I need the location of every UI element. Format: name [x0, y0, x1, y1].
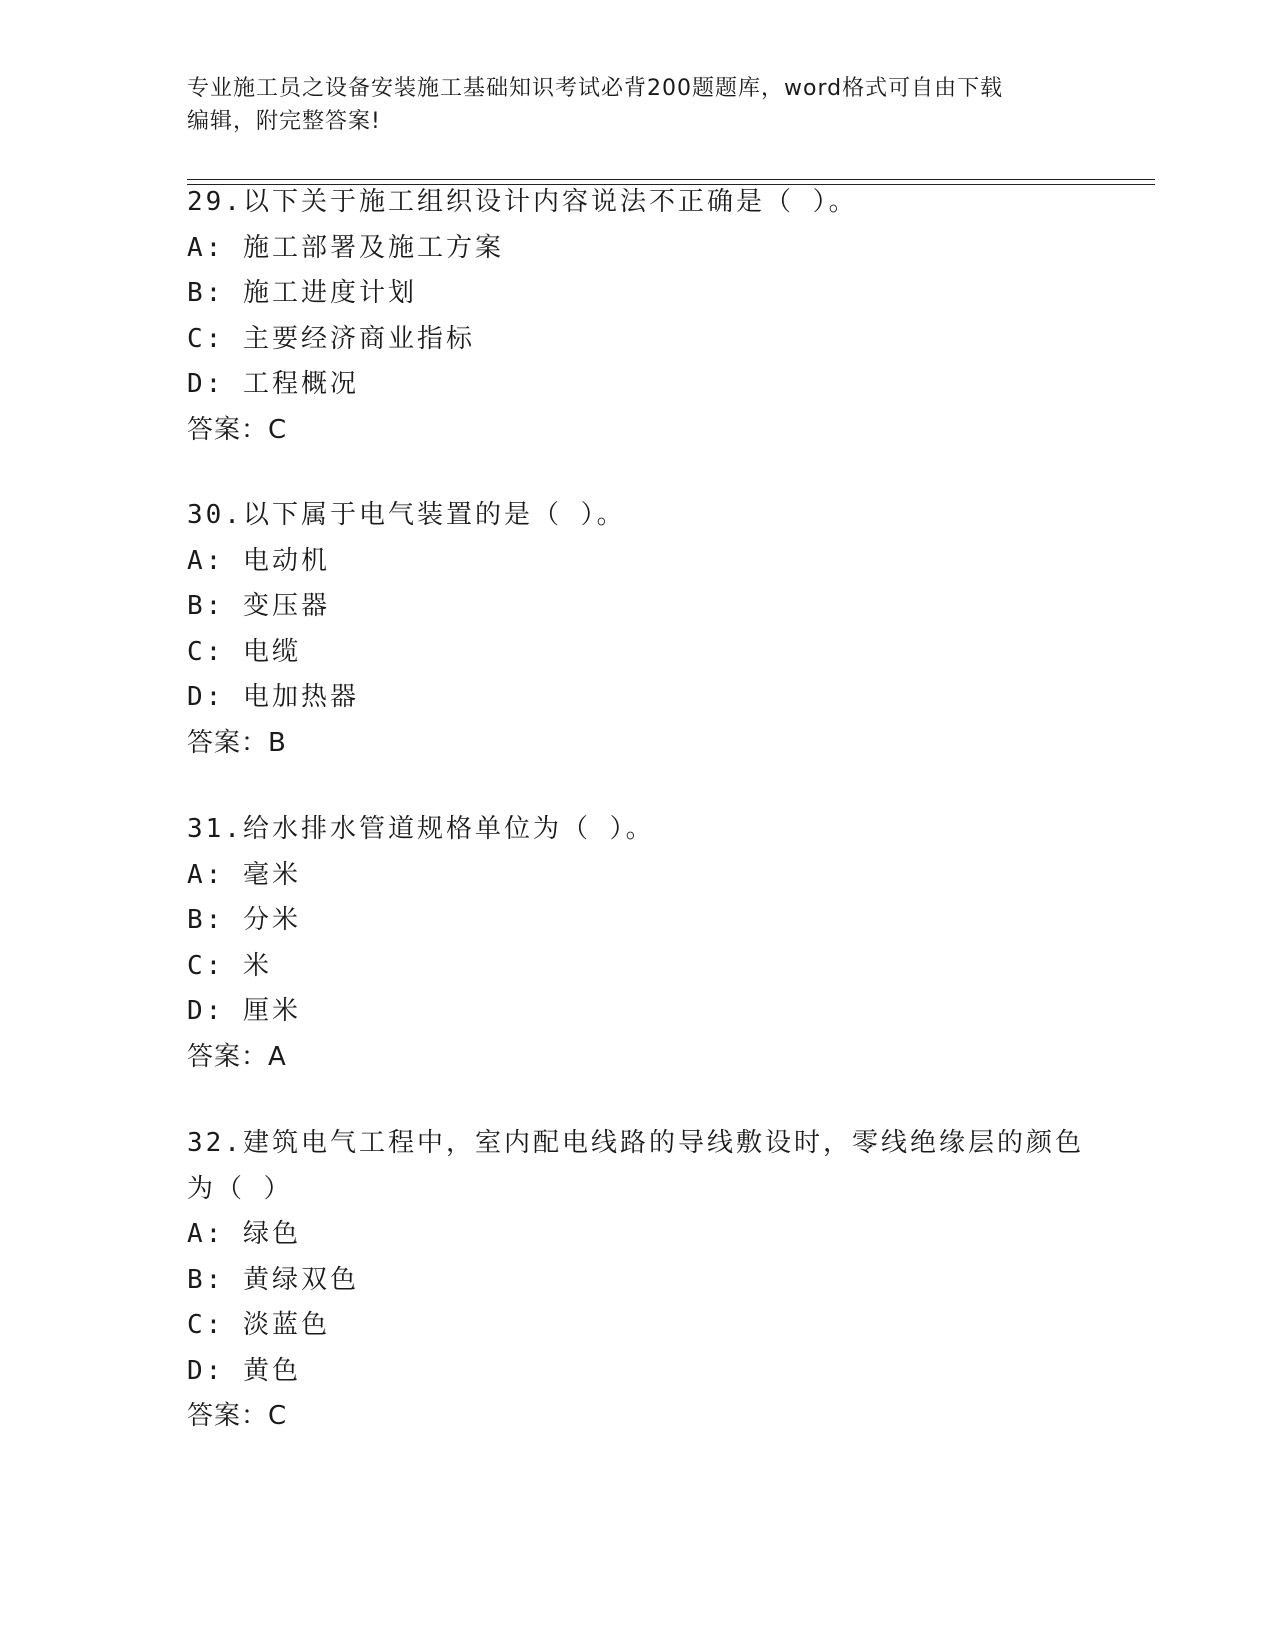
- answer: 答案：C: [187, 414, 288, 445]
- option-c: C: 电缆: [187, 636, 301, 667]
- option-a: A: 绿色: [187, 1219, 301, 1249]
- option-d: D: 工程概况: [187, 369, 359, 399]
- question-32: [187, 1121, 1087, 1440]
- option-c: C: 米: [187, 950, 272, 981]
- document-header: [187, 72, 1087, 138]
- header-title-line1: 专业施工员之设备安装施工基础知识考试必背200题题库，word格式可自由下载: [187, 76, 1004, 101]
- answer: 答案：B: [187, 727, 287, 758]
- answer: 答案：C: [187, 1401, 288, 1431]
- question-30: [187, 493, 1087, 766]
- answer: 答案：A: [187, 1041, 287, 1072]
- option-c: C: 主要经济商业指标: [187, 323, 475, 354]
- option-a: A: 电动机: [187, 545, 330, 576]
- option-a: A: 施工部署及施工方案: [187, 232, 504, 263]
- option-b: B: 分米: [187, 905, 301, 935]
- question-stem: 29.以下关于施工组织设计内容说法不正确是（ ）。: [187, 187, 858, 217]
- option-d: D: 黄色: [187, 1355, 301, 1386]
- question-stem: 31.给水排水管道规格单位为（ ）。: [187, 814, 655, 844]
- header-title-line2: 编辑，附完整答案!: [187, 109, 381, 134]
- question-31: [187, 807, 1087, 1080]
- option-d: D: 厘米: [187, 996, 301, 1026]
- question-stem-line2: 为（ ）: [187, 1173, 293, 1204]
- option-c: C: 淡蓝色: [187, 1310, 330, 1340]
- question-stem: 30.以下属于电气装置的是（ ）。: [187, 500, 626, 530]
- option-a: A: 毫米: [187, 859, 301, 890]
- option-b: B: 施工进度计划: [187, 278, 417, 308]
- question-29: [187, 180, 1087, 453]
- option-d: D: 电加热器: [187, 682, 359, 712]
- option-b: B: 黄绿双色: [187, 1264, 359, 1295]
- question-stem-line1: 32.建筑电气工程中，室内配电线路的导线敷设时，零线绝缘层的颜色: [187, 1128, 1084, 1158]
- option-b: B: 变压器: [187, 591, 330, 621]
